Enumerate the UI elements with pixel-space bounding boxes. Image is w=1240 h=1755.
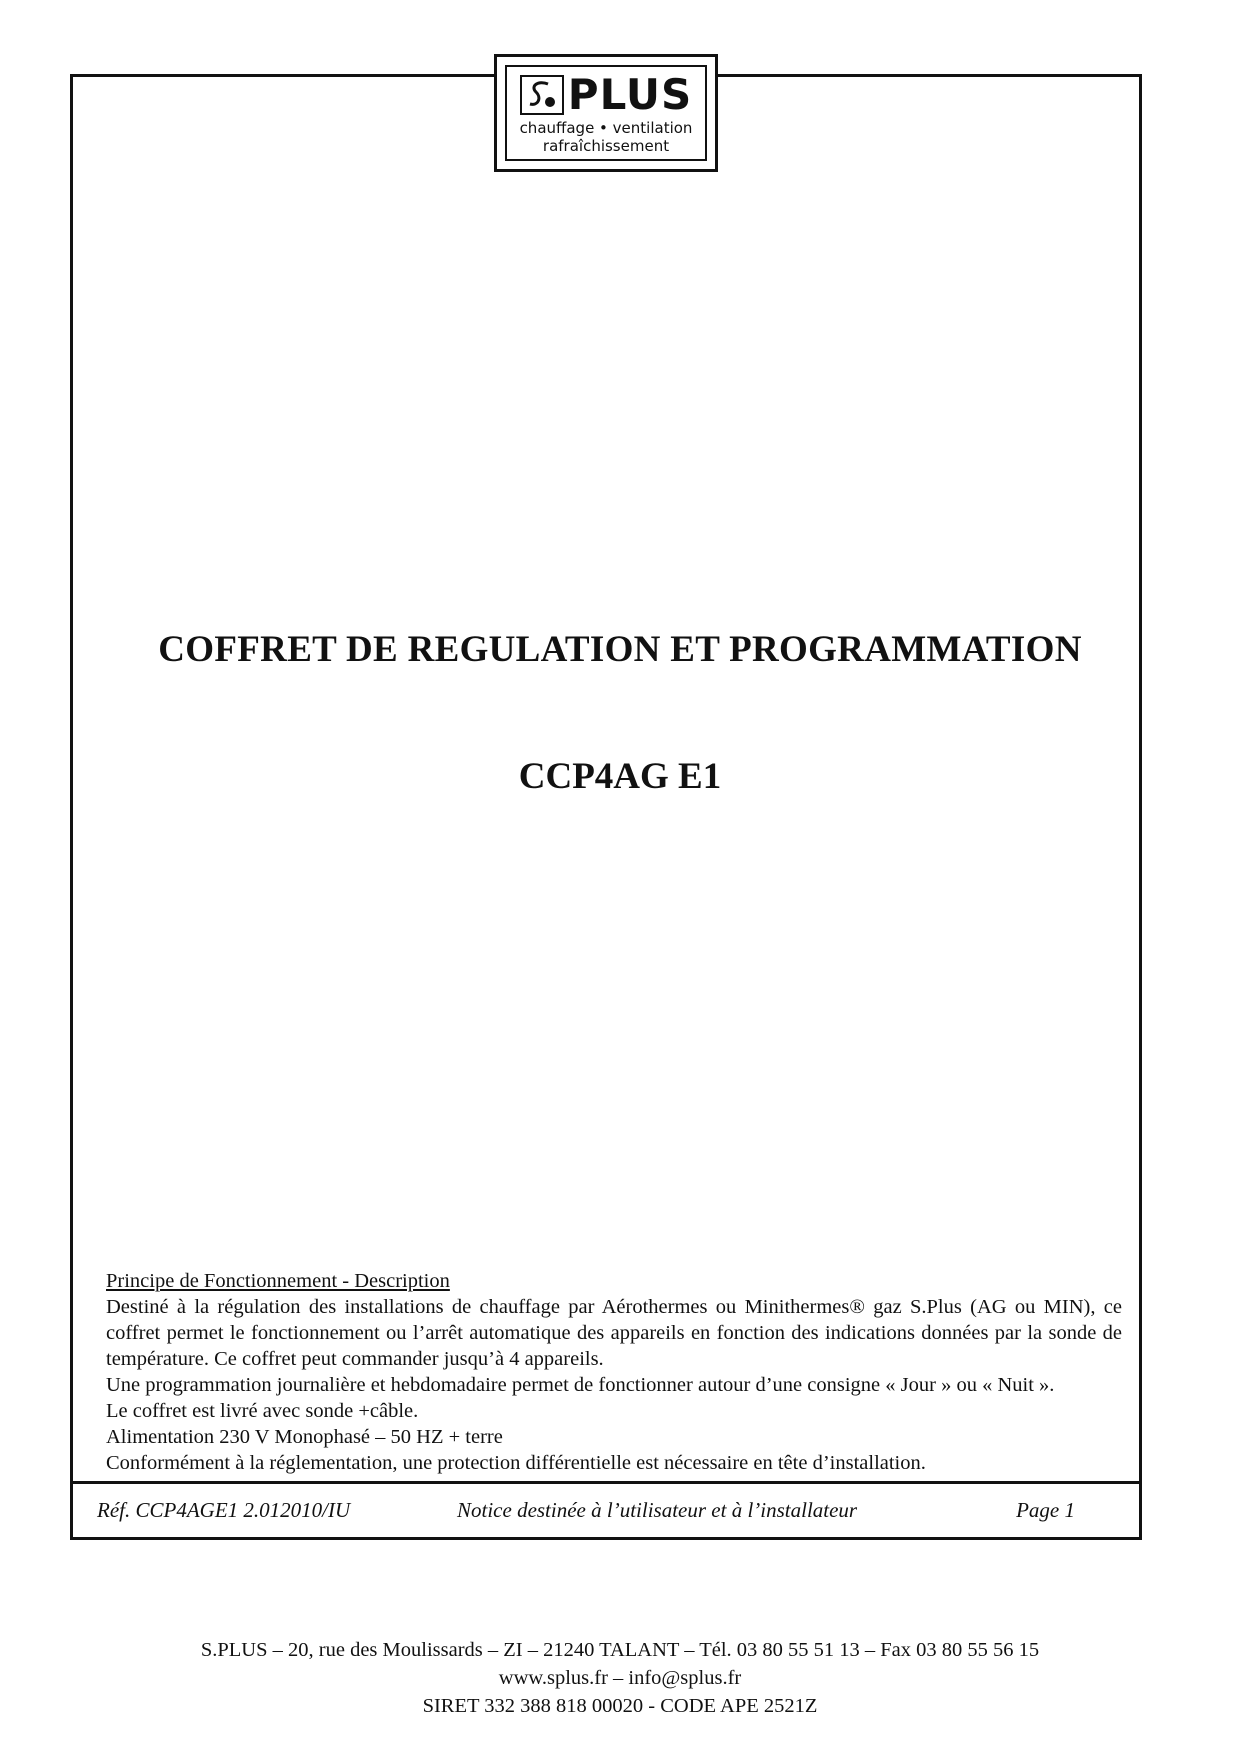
description-line-protection: Conformément à la réglementation, une protection différentielle est nécessaire en tête d’installation. — [106, 1452, 926, 1474]
description-line-power: Alimentation 230 V Monophasé – 50 HZ + terre — [106, 1426, 503, 1448]
logo-tagline-line2: rafraîchissement — [542, 137, 670, 155]
description-line-cable: Le coffret est livré avec sonde +câble. — [106, 1400, 419, 1422]
address-line-3: SIRET 332 388 818 00020 - CODE APE 2521Z — [422, 1695, 818, 1717]
document-title: COFFRET DE REGULATION ET PROGRAMMATION — [158, 629, 1082, 670]
company-address — [0, 1636, 1240, 1720]
description-paragraph-2: Une programmation journalière et hebdomadaire permet de fonctionner autour d’une consigne « Jour » ou « Nuit ». — [106, 1374, 1055, 1396]
footer-band — [73, 1481, 1139, 1537]
model-name: CCP4AG E1 — [518, 756, 722, 797]
s-glyph-icon — [524, 78, 560, 112]
description-section — [106, 1268, 1122, 1476]
splus-logo — [494, 54, 718, 172]
description-heading: Principe de Fonctionnement - Description — [106, 1270, 450, 1292]
page-number: Page 1 — [1016, 1498, 1075, 1522]
s-logo-icon — [520, 75, 564, 115]
description-paragraph-1: Destiné à la régulation des installations de chauffage par Aérothermes ou Minithermes® gaz S.Plus (AG ou MIN), ce coffret permet le fonctionnement ou l’arrêt automatique des appareils en fonction des indications données par la sonde de température. Ce coffret peut commander jusqu’à 4 appareils. — [106, 1296, 1122, 1370]
address-line-1: S.PLUS – 20, rue des Moulissards – ZI – 21240 TALANT – Tél. 03 80 55 51 13 – Fax 03 80 55 56 15 — [200, 1639, 1040, 1661]
logo-inner-border — [505, 65, 707, 161]
address-line-2: www.splus.fr – info@splus.fr — [498, 1667, 742, 1689]
notice-audience: Notice destinée à l’utilisateur et à l’installateur — [457, 1498, 858, 1522]
document-reference: Réf. CCP4AGE1 2.012010/IU — [97, 1498, 351, 1522]
logo-tagline-line1: chauffage • ventilation — [519, 119, 693, 137]
logo-mark — [520, 71, 692, 119]
logo-brand-text: PLUS — [567, 70, 693, 119]
